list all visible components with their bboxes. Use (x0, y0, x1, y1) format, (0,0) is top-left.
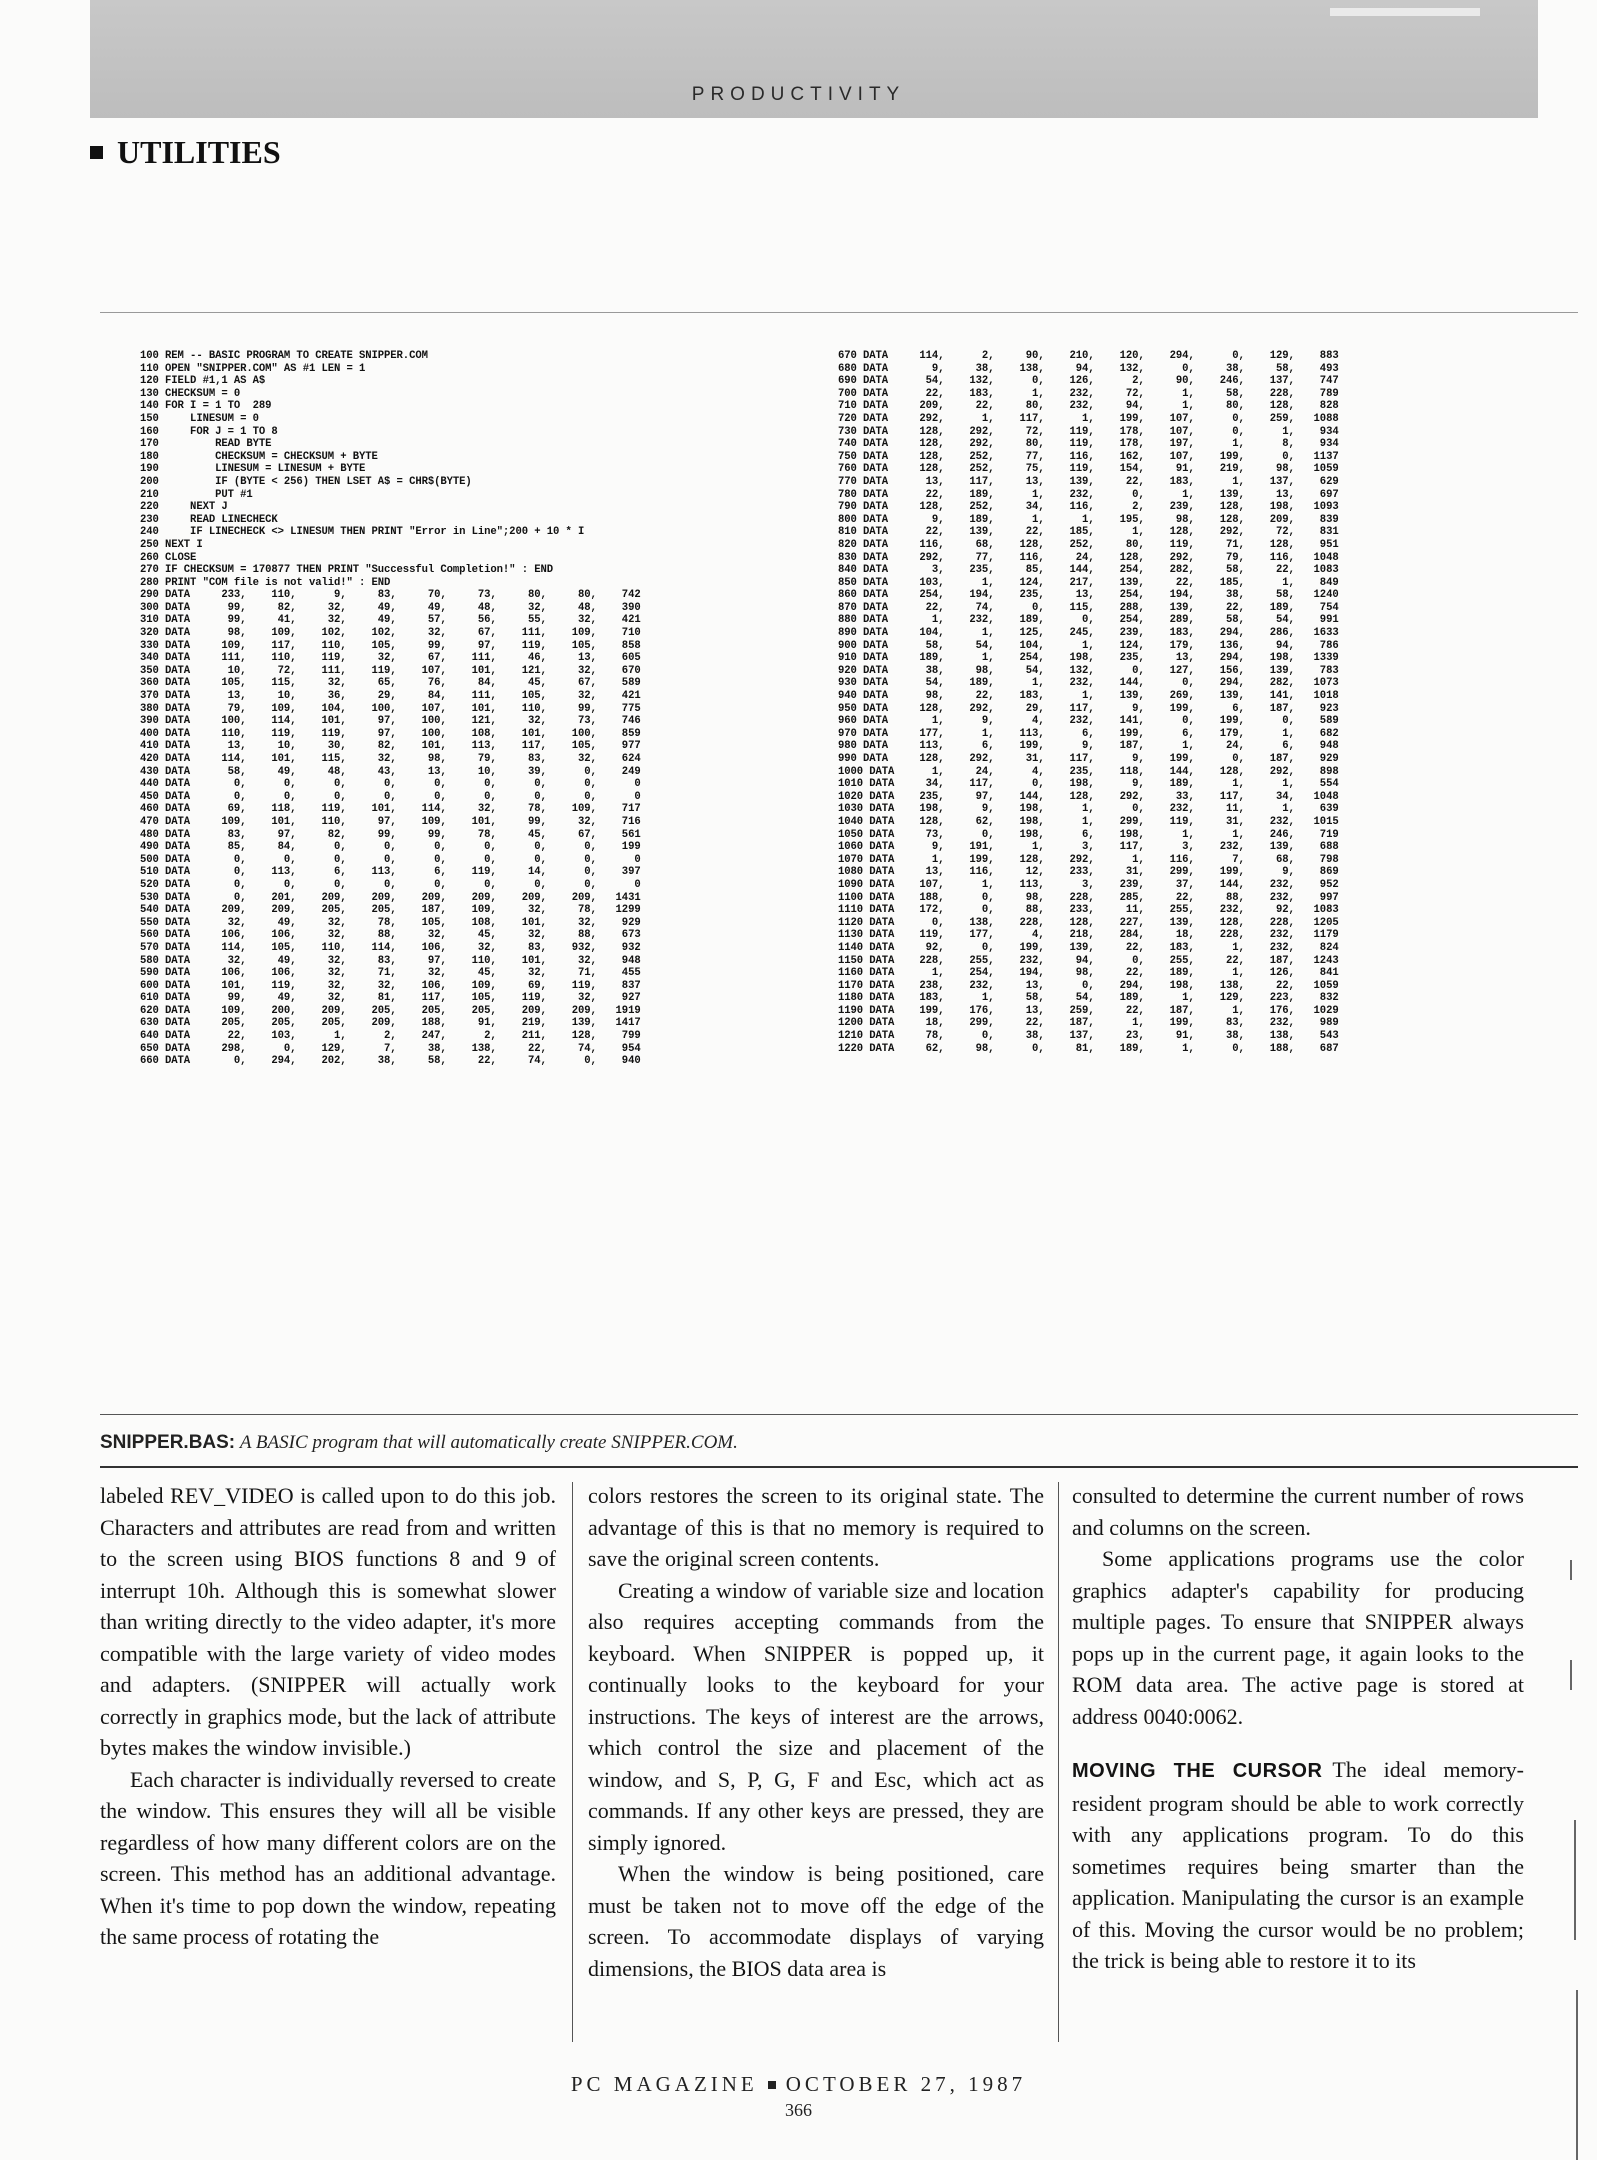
square-separator-icon (768, 2081, 776, 2089)
paragraph: colors restores the screen to its original state. The advantage of this is that no memory is required to save the original screen contents. (588, 1483, 1044, 1571)
square-bullet-icon (90, 146, 103, 159)
issue-date: OCTOBER 27, 1987 (785, 2072, 1027, 2096)
caption-rule (100, 1466, 1578, 1468)
listing-left-column: 100 REM -- BASIC PROGRAM TO CREATE SNIPPER.COM 110 OPEN "SNIPPER.COM" AS #1 LEN = 1 120 FIELD #1,1 AS A$ 130 CHECKSUM = 0 140 FOR I = 1 TO 289 150 LINESUM = 0 160 FOR J = 1 TO 8 170 READ BYTE 180 CHECKSUM = CHECKSUM + BYTE 190 LINESUM = LINESUM + BYTE 200 IF (BYTE < 256) THEN LSET A$ = CHR$(BYTE) 210 PUT #1 220 NEXT J 230 READ LINECHECK 240 IF LINECHECK <> LINESUM THEN PRINT "Error in Line";200 + 10 * I 250 NEXT I 260 CLOSE 270 IF CHECKSUM = 170877 THEN PRINT "Successful Completion!" : END 280 PRINT "COM file is not valid!" : END 290 DATA 233, 110, 9, 83, 70, 73, 80, 80, 742 300 DATA 99, 82, 32, 49, 49, 48, 32, 48, 390 310 DATA 99, 41, 32, 49, 57, 56, 55, 32, 421 320 DATA 98, 109, 102, 102, 32, 67, 111, 109, 710 330 DATA 109, 117, 110, 105, 99, 97, 119, 105, 858 340 DATA 111, 110, 119, 32, 67, 111, 46, 13, 605 350 DATA 10, 72, 111, 119, 107, 101, 121, 32, 670 360 DATA 105, 115, 32, 65, 76, 84, 45, 67, 589 370 DATA 13, 10, 36, 29, 84, 111, 105, 32, 421 380 DATA 79, 109, 104, 100, 107, 101, 110, 99, 775 390 DATA 100, 114, 101, 97, 100, 121, 32, 73, 746 400 DATA 110, 119, 119, 97, 100, 108, 101, 100, 859 410 DATA 13, 10, 30, 82, 101, 113, 117, 105, 977 420 DATA 114, 101, 115, 32, 98, 79, 83, 32, 624 430 DATA 58, 49, 48, 43, 13, 10, 39, 0, 249 440 DATA 0, 0, 0, 0, 0, 0, 0, 0, 0 450 DATA 0, 0, 0, 0, 0, 0, 0, 0, 0 460 DATA 69, 118, 119, 101, 114, 32, 78, 109, 717 470 DATA 109, 101, 110, 97, 109, 101, 99, 32, 716 480 DATA 83, 97, 82, 99, 99, 78, 45, 67, 561 490 DATA 85, 84, 0, 0, 0, 0, 0, 0, 199 500 DATA 0, 0, 0, 0, 0, 0, 0, 0, 0 510 DATA 0, 113, 6, 113, 6, 119, 14, 0, 397 520 DATA 0, 0, 0, 0, 0, 0, 0, 0, 0 530 DATA 0, 201, 209, 209, 209, 209, 209, 209, 1431 540 DATA 209, 209, 205, 205, 187, 109, 32, 78, 1299 550 DATA 32, 49, 32, 78, 105, 108, 101, 32, 929 560 DATA 106, 106, 32, 88, 32, 45, 32, 88, 673 570 DATA 114, 105, 110, 114, 106, 32, 83, 932, 932 580 DATA 32, 49, 32, 83, 97, 110, 101, 32, 948 590 DATA 106, 106, 32, 71, 32, 45, 32, 71, 455 600 DATA 101, 119, 32, 32, 106, 109, 69, 119, 837 610 DATA 99, 49, 32, 81, 117, 105, 119, 32, 927 620 DATA 109, 200, 209, 205, 205, 205, 209, 209, 1919 630 DATA 205, 205, 205, 209, 188, 91, 219, 139, 1417 640 DATA 22, 103, 1, 2, 247, 2, 211, 128, 799 650 DATA 298, 0, 129, 7, 38, 138, 22, 74, 954 660 DATA 0, 294, 202, 38, 58, 22, 74, 0, 940 (140, 350, 641, 1068)
magazine-name: PC MAGAZINE (570, 2072, 758, 2096)
paragraph-text: The ideal memory-resident program should be able to work correctly with any applications program. To do this sometimes requires being smarter than the application. Manipulating the cursor is an example of this. Moving the cursor would be no problem; the trick is being able to restore it to its (1072, 1757, 1524, 1973)
paragraph: Some applications programs use the color graphics adapter's capability for producing multiple pages. To ensure that SNIPPER always pops up in the current page, it again looks to the ROM data area. The active page is stored at address 0040:0062. (1072, 1546, 1524, 1729)
listing-bottom-rule (100, 1414, 1578, 1415)
caption-text: A BASIC program that will automatically create SNIPPER.COM. (239, 1432, 738, 1453)
section-label: PRODUCTIVITY (691, 84, 906, 105)
paragraph: When the window is being positioned, care must be taken not to move off the edge of the screen. To accommodate displays of varying dimensions, the BIOS data area is (588, 1861, 1044, 1981)
body-column-2 (588, 1480, 1044, 2040)
department-title (90, 134, 281, 171)
paragraph: consulted to determine the current number of rows and columns on the screen. (1072, 1483, 1524, 1540)
margin-mark (1570, 1660, 1572, 1690)
header-sheen (1330, 8, 1480, 16)
paragraph (1072, 1754, 1524, 1977)
page-number: 366 (785, 2100, 812, 2120)
margin-mark (1574, 1820, 1576, 1940)
body-column-3 (1072, 1480, 1524, 2040)
paragraph: Each character is individually reversed to create the window. This ensures they will all be visible regardless of how many different colors are on the screen. This method has an additional advantage. When it's time to pop down the window, repeating the same process of rotating the (100, 1766, 556, 1949)
department-title-text: UTILITIES (117, 134, 281, 170)
caption-label: SNIPPER.BAS: (100, 1432, 236, 1453)
margin-mark (1570, 1560, 1572, 1580)
column-divider (572, 1482, 573, 2042)
page-footer (0, 2072, 1597, 2097)
margin-mark (1576, 1990, 1578, 2160)
subhead: MOVING THE CURSOR (1072, 1760, 1323, 1782)
body-column-1 (100, 1480, 556, 2040)
paragraph: labeled REV_VIDEO is called upon to do this job. Characters and attributes are read from and written to the screen using BIOS functions 8 and 9 of interrupt 10h. Although this is somewhat slower than writing directly to the video adapter, it's more compatible with the large variety of video modes and adapters. (SNIPPER will actually work correctly in graphics mode, but the lack of attribute bytes makes the window invisible.) (100, 1483, 556, 1760)
column-divider (1058, 1482, 1059, 2042)
paragraph: Creating a window of variable size and location also requires accepting commands from the keyboard. When SNIPPER is popped up, it continually looks to the keyboard for your instructions. The keys of interest are the arrows, which control the size and placement of the window, and S, P, G, F and Esc, which act as commands. If any other keys are pressed, they are simply ignored. (588, 1577, 1044, 1855)
listing-caption (100, 1432, 738, 1454)
listing-right-column: 670 DATA 114, 2, 90, 210, 120, 294, 0, 129, 883 680 DATA 9, 38, 138, 94, 132, 0, 38, 58, 493 690 DATA 54, 132, 0, 126, 2, 90, 246, 137, 747 700 DATA 22, 183, 1, 232, 72, 1, 58, 228, 789 710 DATA 209, 22, 80, 232, 94, 1, 80, 128, 828 720 DATA 292, 1, 117, 1, 199, 107, 0, 259, 1088 730 DATA 128, 292, 72, 119, 178, 107, 0, 1, 934 740 DATA 128, 292, 80, 119, 178, 197, 1, 8, 934 750 DATA 128, 252, 77, 116, 162, 107, 199, 0, 1137 760 DATA 128, 252, 75, 119, 154, 91, 219, 98, 1059 770 DATA 13, 117, 13, 139, 22, 183, 1, 137, 629 780 DATA 22, 189, 1, 232, 0, 1, 139, 13, 697 790 DATA 128, 252, 34, 116, 2, 239, 128, 198, 1093 800 DATA 9, 189, 1, 1, 195, 98, 128, 209, 839 810 DATA 22, 139, 22, 185, 1, 128, 292, 72, 831 820 DATA 116, 68, 128, 252, 80, 119, 71, 128, 951 830 DATA 292, 77, 116, 24, 128, 292, 79, 116, 1048 840 DATA 3, 235, 85, 144, 254, 282, 58, 22, 1083 850 DATA 103, 1, 124, 217, 139, 22, 185, 1, 849 860 DATA 254, 194, 235, 13, 254, 194, 38, 58, 1240 870 DATA 22, 74, 0, 115, 288, 139, 22, 189, 754 880 DATA 1, 232, 189, 0, 254, 289, 58, 54, 991 890 DATA 104, 1, 125, 245, 239, 183, 294, 286, 1633 900 DATA 58, 54, 104, 1, 124, 179, 136, 94, 786 910 DATA 189, 1, 254, 198, 235, 13, 294, 198, 1339 920 DATA 38, 98, 54, 132, 0, 127, 156, 139, 783 930 DATA 54, 189, 1, 232, 144, 0, 294, 282, 1073 940 DATA 98, 22, 183, 1, 139, 269, 139, 141, 1018 950 DATA 128, 292, 29, 117, 9, 199, 6, 187, 923 960 DATA 1, 9, 4, 232, 141, 0, 199, 0, 589 970 DATA 177, 1, 113, 6, 199, 6, 179, 1, 682 980 DATA 113, 6, 199, 9, 187, 1, 24, 6, 948 990 DATA 128, 292, 31, 117, 9, 199, 0, 187, 929 1000 DATA 1, 24, 4, 235, 118, 144, 128, 292, 898 1010 DATA 34, 117, 0, 198, 9, 189, 1, 1, 554 1020 DATA 235, 97, 144, 128, 292, 33, 117, 34, 1048 1030 DATA 198, 9, 198, 1, 0, 232, 11, 1, 639 1040 DATA 128, 62, 198, 1, 299, 119, 31, 232, 1015 1050 DATA 73, 0, 198, 6, 198, 1, 1, 246, 719 1060 DATA 9, 191, 1, 3, 117, 3, 232, 139, 688 1070 DATA 1, 199, 128, 292, 1, 116, 7, 68, 798 1080 DATA 13, 116, 12, 233, 31, 299, 199, 9, 869 1090 DATA 107, 1, 113, 3, 239, 37, 144, 232, 952 1100 DATA 188, 0, 98, 228, 285, 22, 88, 232, 997 1110 DATA 172, 0, 88, 233, 11, 255, 232, 92, 1083 1120 DATA 0, 138, 228, 128, 227, 139, 128, 228, 1205 1130 DATA 119, 177, 4, 218, 284, 18, 228, 232, 1179 1140 DATA 92, 0, 199, 139, 22, 183, 1, 232, 824 1150 DATA 228, 255, 232, 94, 0, 255, 22, 187, 1243 1160 DATA 1, 254, 194, 98, 22, 189, 1, 126, 841 1170 DATA 238, 232, 13, 0, 294, 198, 138, 22, 1059 1180 DATA 183, 1, 58, 54, 189, 1, 129, 223, 832 1190 DATA 199, 176, 13, 259, 22, 187, 1, 176, 1029 1200 DATA 18, 299, 22, 187, 1, 199, 83, 232, 989 1210 DATA 78, 0, 38, 137, 23, 91, 38, 138, 543 1220 DATA 62, 98, 0, 81, 189, 1, 0, 188, 687 (838, 350, 1339, 1055)
